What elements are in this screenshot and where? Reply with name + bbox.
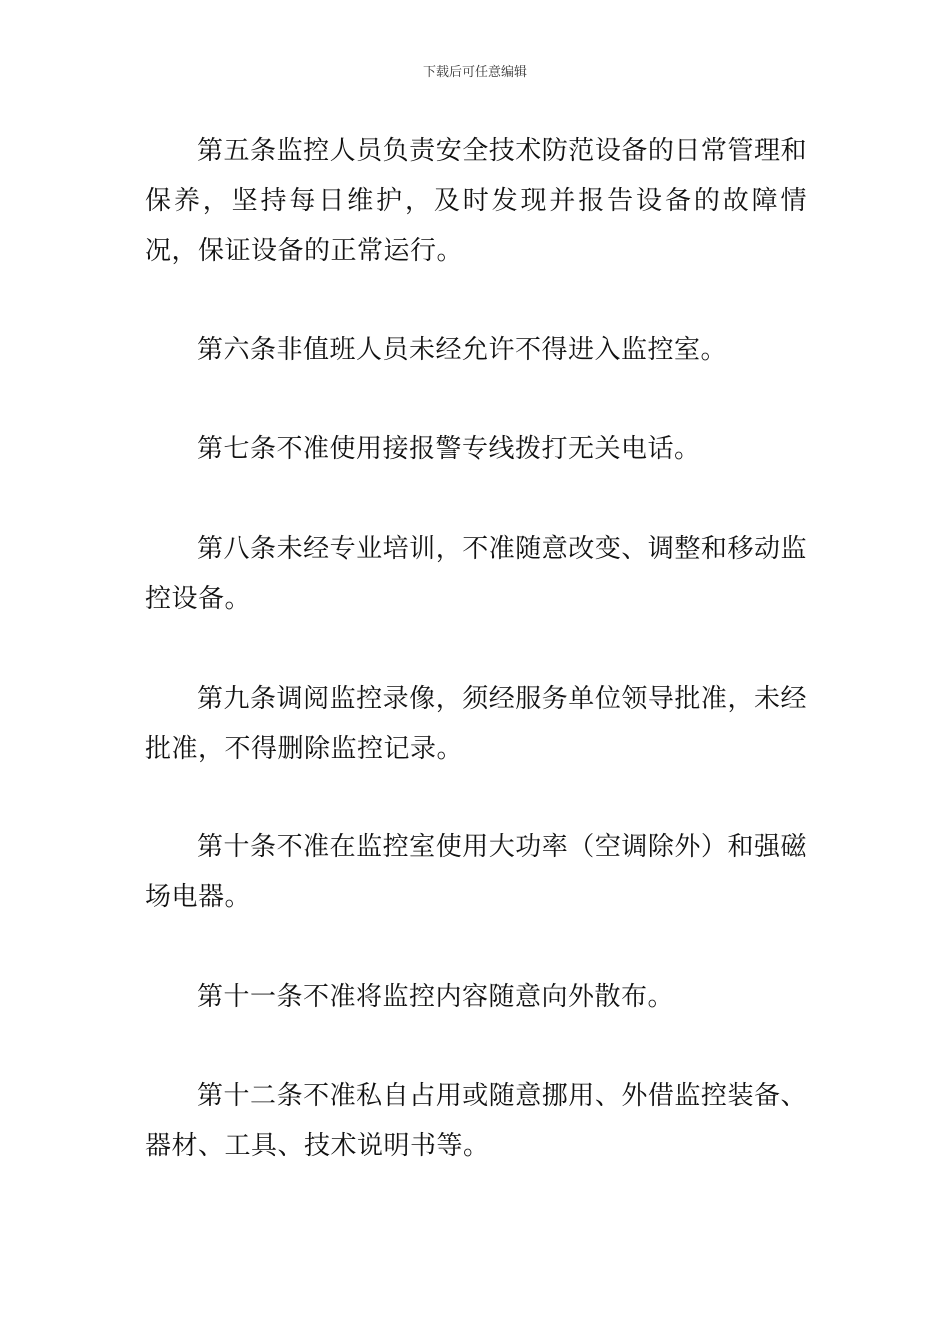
article-8: 第八条未经专业培训，不准随意改变、调整和移动监控设备。	[145, 534, 807, 614]
article-7: 第七条不准使用接报警专线拨打无关电话。	[197, 434, 701, 464]
article-11: 第十一条不准将监控内容随意向外散布。	[197, 982, 675, 1012]
article-10: 第十条不准在监控室使用大功率（空调除外）和强磁场电器。	[145, 832, 807, 912]
article-5: 第五条监控人员负责安全技术防范设备的日常管理和保养，坚持每日维护，及时发现并报告设备的故障情况，保证设备的正常运行。	[145, 136, 807, 266]
article-9: 第九条调阅监控录像，须经服务单位领导批准，未经批准，不得删除监控记录。	[145, 684, 807, 764]
page-header-note: 下载后可任意编辑	[422, 65, 527, 80]
article-12: 第十二条不准私自占用或随意挪用、外借监控装备、器材、工具、技术说明书等。	[145, 1081, 807, 1161]
article-6: 第六条非值班人员未经允许不得进入监控室。	[197, 335, 728, 365]
